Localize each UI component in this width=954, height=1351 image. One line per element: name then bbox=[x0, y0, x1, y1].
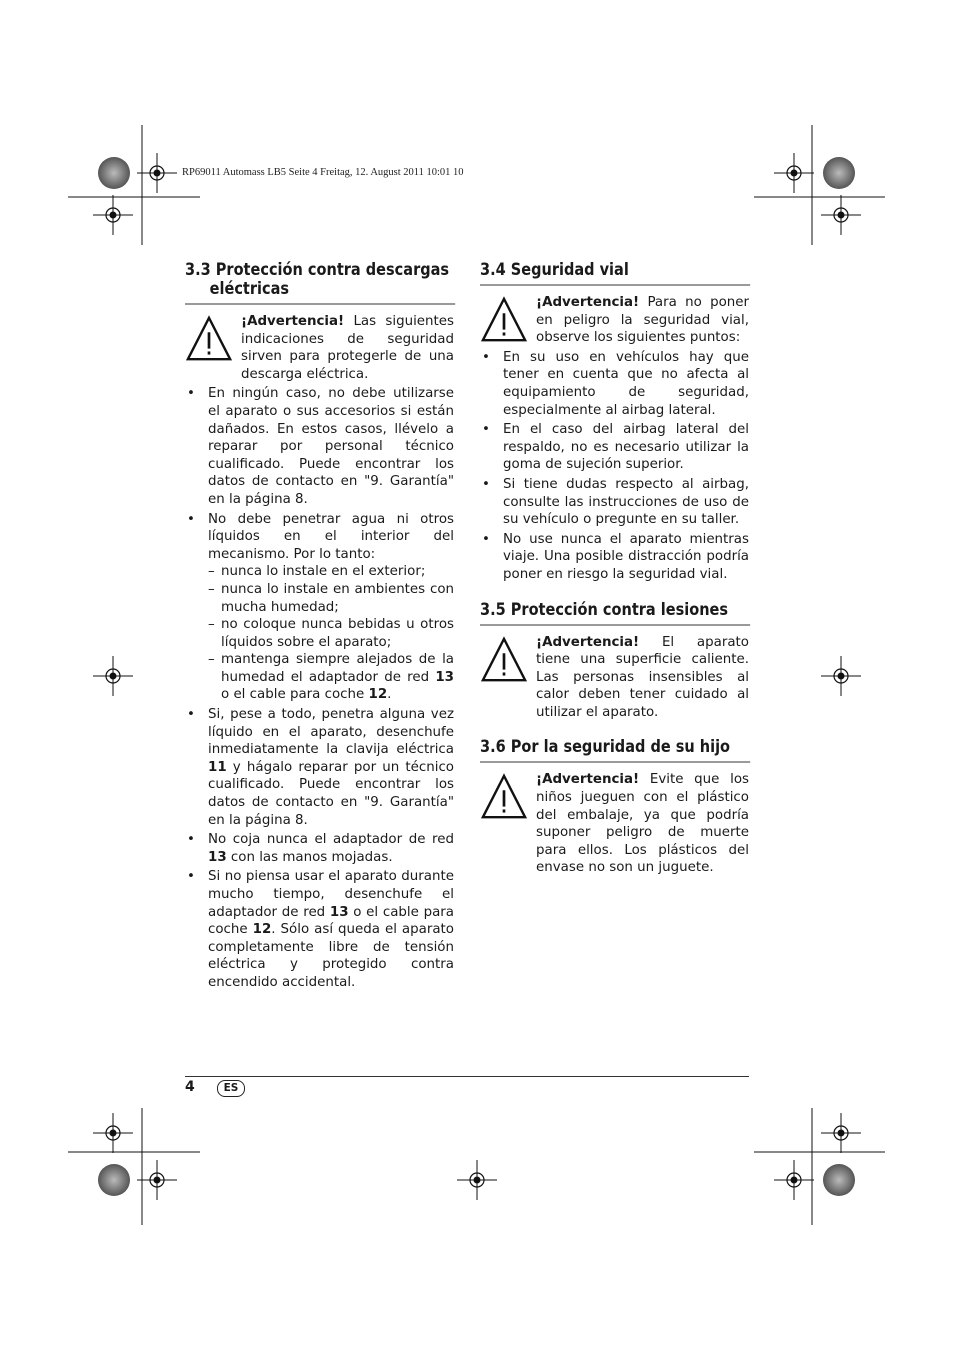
print-info-line: RP69011 Automass LB5 Seite 4 Freitag, 12. August 2011 10:01 10 bbox=[182, 167, 464, 178]
dash-list bbox=[208, 563, 454, 704]
section-3-4 bbox=[480, 260, 749, 286]
warning-block bbox=[480, 634, 749, 722]
dash-item: – mantenga siempre alejados de la humedad el adaptador de red 13 o el cable para coche 12. bbox=[208, 651, 454, 704]
bullet-list bbox=[185, 385, 454, 991]
warning-block bbox=[185, 313, 454, 383]
warning-triangle-icon bbox=[185, 315, 233, 363]
warning-text: ¡Advertencia! Evite que los niños jueguen con el plástico del embalaje, ya que podría suponer peligro de muerte para ellos. Los plásticos del envase no son un juguete. bbox=[536, 772, 749, 876]
section-3-5 bbox=[480, 600, 749, 626]
list-item: • Si, pese a todo, penetra alguna vez líquido en el aparato, desenchufe inmediatamente la clavija eléctrica 11 y hágalo reparar por un técnico cualificado. Puede encontrar los datos de contacto en "9. Garantía" en la página 8. bbox=[185, 706, 454, 829]
right-column bbox=[480, 260, 749, 879]
warning-text: ¡Advertencia! Las siguientes indicaciones de seguridad sirven para protegerle de una descarga eléctrica. bbox=[241, 314, 454, 382]
registration-disc bbox=[823, 157, 855, 189]
page-number: 4 bbox=[185, 1079, 195, 1095]
dash-item: – no coloque nunca bebidas u otros líquidos sobre el aparato; bbox=[208, 616, 454, 651]
list-item: • En el caso del airbag lateral del respaldo, no es necesario utilizar la goma de sujeción superior. bbox=[480, 421, 749, 474]
registration-disc bbox=[823, 1164, 855, 1196]
dash-item: – nunca lo instale en ambientes con mucha humedad; bbox=[208, 581, 454, 616]
warning-triangle-icon bbox=[480, 296, 528, 344]
section-heading: 3.6 Por la seguridad de su hijo bbox=[480, 737, 750, 763]
list-item: • En su uso en vehículos hay que tener en cuenta que no afecta al equipamiento de seguridad, especialmente al airbag lateral. bbox=[480, 349, 749, 419]
list-item: • No use nunca el aparato mientras viaje. Una posible distracción podría poner en riesgo la seguridad vial. bbox=[480, 531, 749, 584]
list-item: • No debe penetrar agua ni otros líquidos en el interior del mecanismo. Por lo tanto: – nunca lo instale en el exterior; – nunca lo instale en ambientes con mucha humedad; – no coloque nunca bebidas u otros líquidos sobre el aparato; – mantenga siempre alejados de la humedad el adaptador de red 13 o el cable para coche 12. bbox=[185, 511, 454, 705]
section-heading: 3.5 Protección contra lesiones bbox=[480, 600, 750, 626]
left-column bbox=[185, 260, 454, 994]
dash-item: – nunca lo instale en el exterior; bbox=[208, 563, 454, 581]
warning-triangle-icon bbox=[480, 773, 528, 821]
section-heading: 3.3 Protección contra descargas eléctricas bbox=[185, 260, 455, 305]
warning-block bbox=[480, 771, 749, 877]
warning-text: ¡Advertencia! Para no poner en peligro la seguridad vial, observe los siguientes puntos: bbox=[536, 295, 749, 346]
language-badge: ES bbox=[217, 1080, 245, 1097]
warning-triangle-icon bbox=[480, 636, 528, 684]
footer-rule bbox=[185, 1076, 749, 1077]
warning-block bbox=[480, 294, 749, 347]
list-item: • No coja nunca el adaptador de red 13 con las manos mojadas. bbox=[185, 831, 454, 866]
list-item: • Si no piensa usar el aparato durante mucho tiempo, desenchufe el adaptador de red 13 o el cable para coche 12. Sólo así queda el aparato completamente libre de tensión eléctrica y protegido contra encendido accidental. bbox=[185, 868, 454, 991]
registration-disc bbox=[98, 1164, 130, 1196]
list-item: • Si tiene dudas respecto al airbag, consulte las instrucciones de uso de su vehículo o pregunte en su taller. bbox=[480, 476, 749, 529]
warning-text: ¡Advertencia! El aparato tiene una superficie caliente. Las personas insensibles al calor deben tener cuidado al utilizar el aparato. bbox=[536, 634, 749, 720]
registration-disc bbox=[98, 157, 130, 189]
bullet-list bbox=[480, 349, 749, 584]
section-3-3 bbox=[185, 260, 454, 305]
section-heading: 3.4 Seguridad vial bbox=[480, 260, 750, 286]
section-3-6 bbox=[480, 737, 749, 763]
list-item: • En ningún caso, no debe utilizarse el aparato o sus accesorios si están dañados. En estos casos, llévelo a reparar por personal técnico cualificado. Puede encontrar los datos de contacto en "9. Garantía" en la página 8. bbox=[185, 385, 454, 508]
